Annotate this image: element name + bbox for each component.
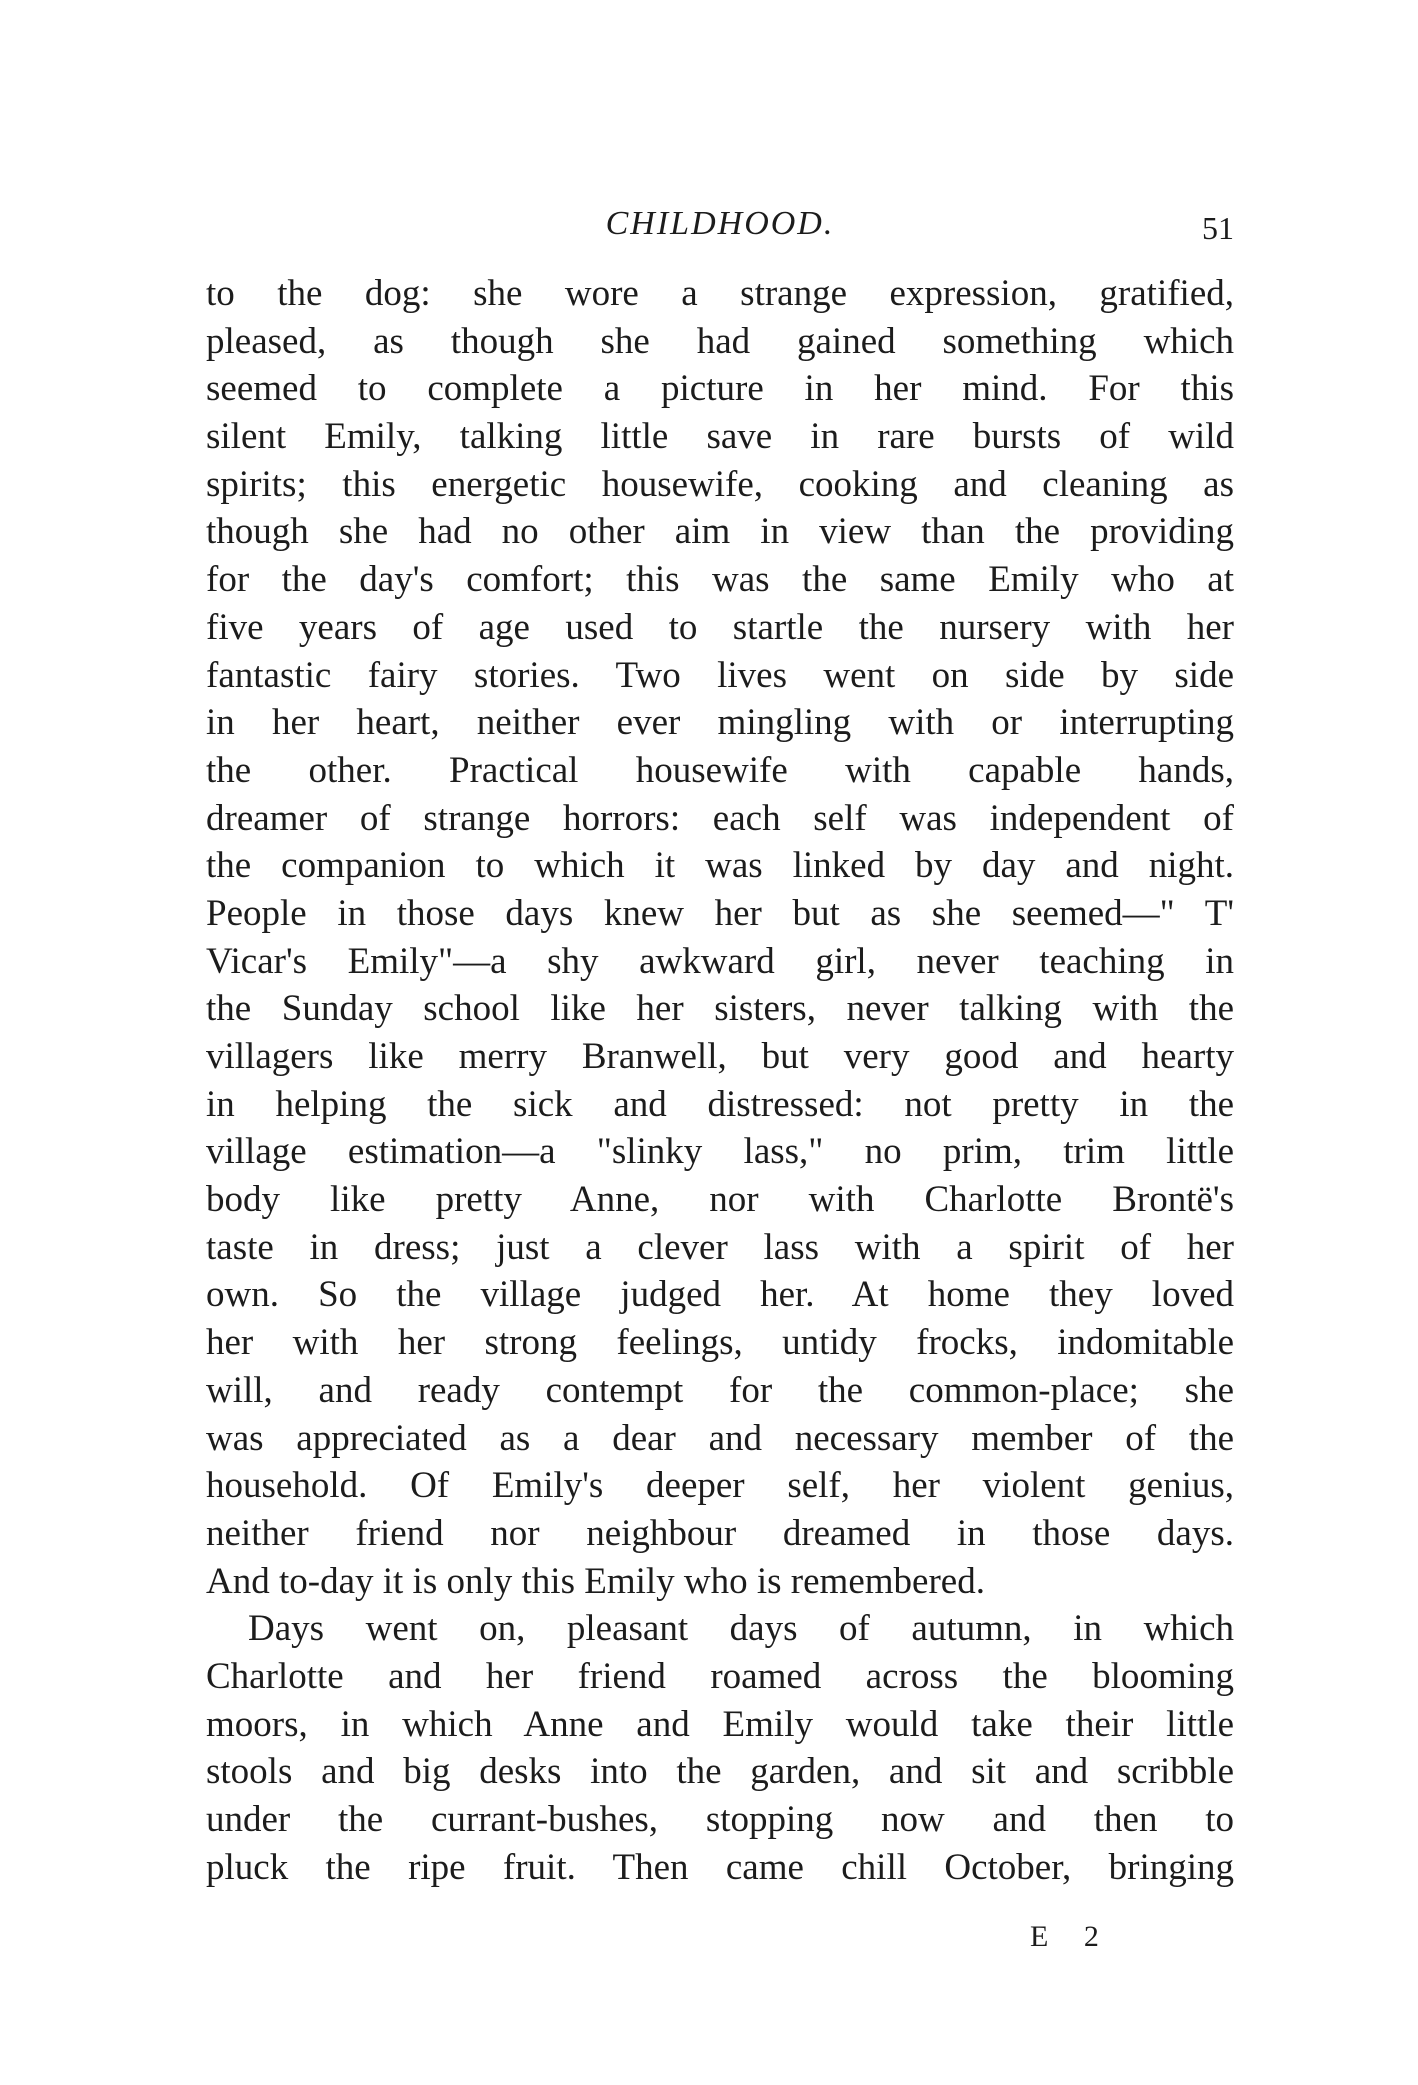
text-line: the Sunday school like her sisters, never talking with the <box>206 988 1234 1030</box>
text-line: neither friend nor neighbour dreamed in those days. <box>206 1512 1234 1554</box>
text-line: five years of age used to startle the nursery with her <box>206 606 1234 648</box>
text-line: in her heart, neither ever mingling with or interrupting <box>206 702 1234 744</box>
text-line: the other. Practical housewife with capable hands, <box>206 749 1234 791</box>
text-line: for the day's comfort; this was the same Emily who at <box>206 559 1234 601</box>
text-line: fantastic fairy stories. Two lives went on side by side <box>206 654 1234 696</box>
text-line: in helping the sick and distressed: not pretty in the <box>206 1083 1234 1125</box>
text-line: was appreciated as a dear and necessary member of the <box>206 1417 1234 1459</box>
text-line: will, and ready contempt for the common-place; she <box>206 1369 1234 1411</box>
signature-mark: E 2 <box>1030 1920 1113 1953</box>
text-line: moors, in which Anne and Emily would take their little <box>206 1703 1234 1745</box>
text-line: pleased, as though she had gained something which <box>206 320 1234 362</box>
paragraph-1 <box>206 270 1234 1605</box>
text-line: People in those days knew her but as she seemed—" T' <box>206 892 1234 934</box>
text-line: Charlotte and her friend roamed across the blooming <box>206 1655 1234 1697</box>
text-line: own. So the village judged her. At home they loved <box>206 1274 1234 1316</box>
text-line: And to-day it is only this Emily who is remembered. <box>206 1560 985 1602</box>
text-line: her with her strong feelings, untidy frocks, indomitable <box>206 1322 1234 1364</box>
text-line: pluck the ripe fruit. Then came chill October, bringing <box>206 1846 1234 1888</box>
text-line: seemed to complete a picture in her mind. For this <box>206 368 1234 410</box>
text-line: dreamer of strange horrors: each self was independent of <box>206 797 1234 839</box>
body-text <box>206 270 1234 1891</box>
text-line: Vicar's Emily"—a shy awkward girl, never teaching in <box>206 940 1234 982</box>
paragraph-2 <box>206 1605 1234 1891</box>
text-line: silent Emily, talking little save in rare bursts of wild <box>206 416 1234 458</box>
text-line: Days went on, pleasant days of autumn, in which <box>248 1608 1234 1650</box>
text-line: taste in dress; just a clever lass with a spirit of her <box>206 1226 1234 1268</box>
running-title: CHILDHOOD. <box>605 205 835 242</box>
text-line: spirits; this energetic housewife, cooking and cleaning as <box>206 463 1234 505</box>
text-line: the companion to which it was linked by day and night. <box>206 845 1234 887</box>
text-line: body like pretty Anne, nor with Charlotte Brontë's <box>206 1179 1234 1221</box>
page-number: 51 <box>1202 210 1234 246</box>
text-line: villagers like merry Branwell, but very good and hearty <box>206 1036 1234 1077</box>
running-head <box>206 200 1234 248</box>
text-line: household. Of Emily's deeper self, her violent genius, <box>206 1465 1234 1507</box>
text-line: under the currant-bushes, stopping now and then to <box>206 1799 1234 1840</box>
text-line: though she had no other aim in view than the providing <box>206 511 1234 553</box>
text-line: to the dog: she wore a strange expression, gratified, <box>206 273 1234 314</box>
text-line: village estimation—a "slinky lass," no prim, trim little <box>206 1131 1234 1173</box>
text-line: stools and big desks into the garden, and sit and scribble <box>206 1751 1234 1793</box>
